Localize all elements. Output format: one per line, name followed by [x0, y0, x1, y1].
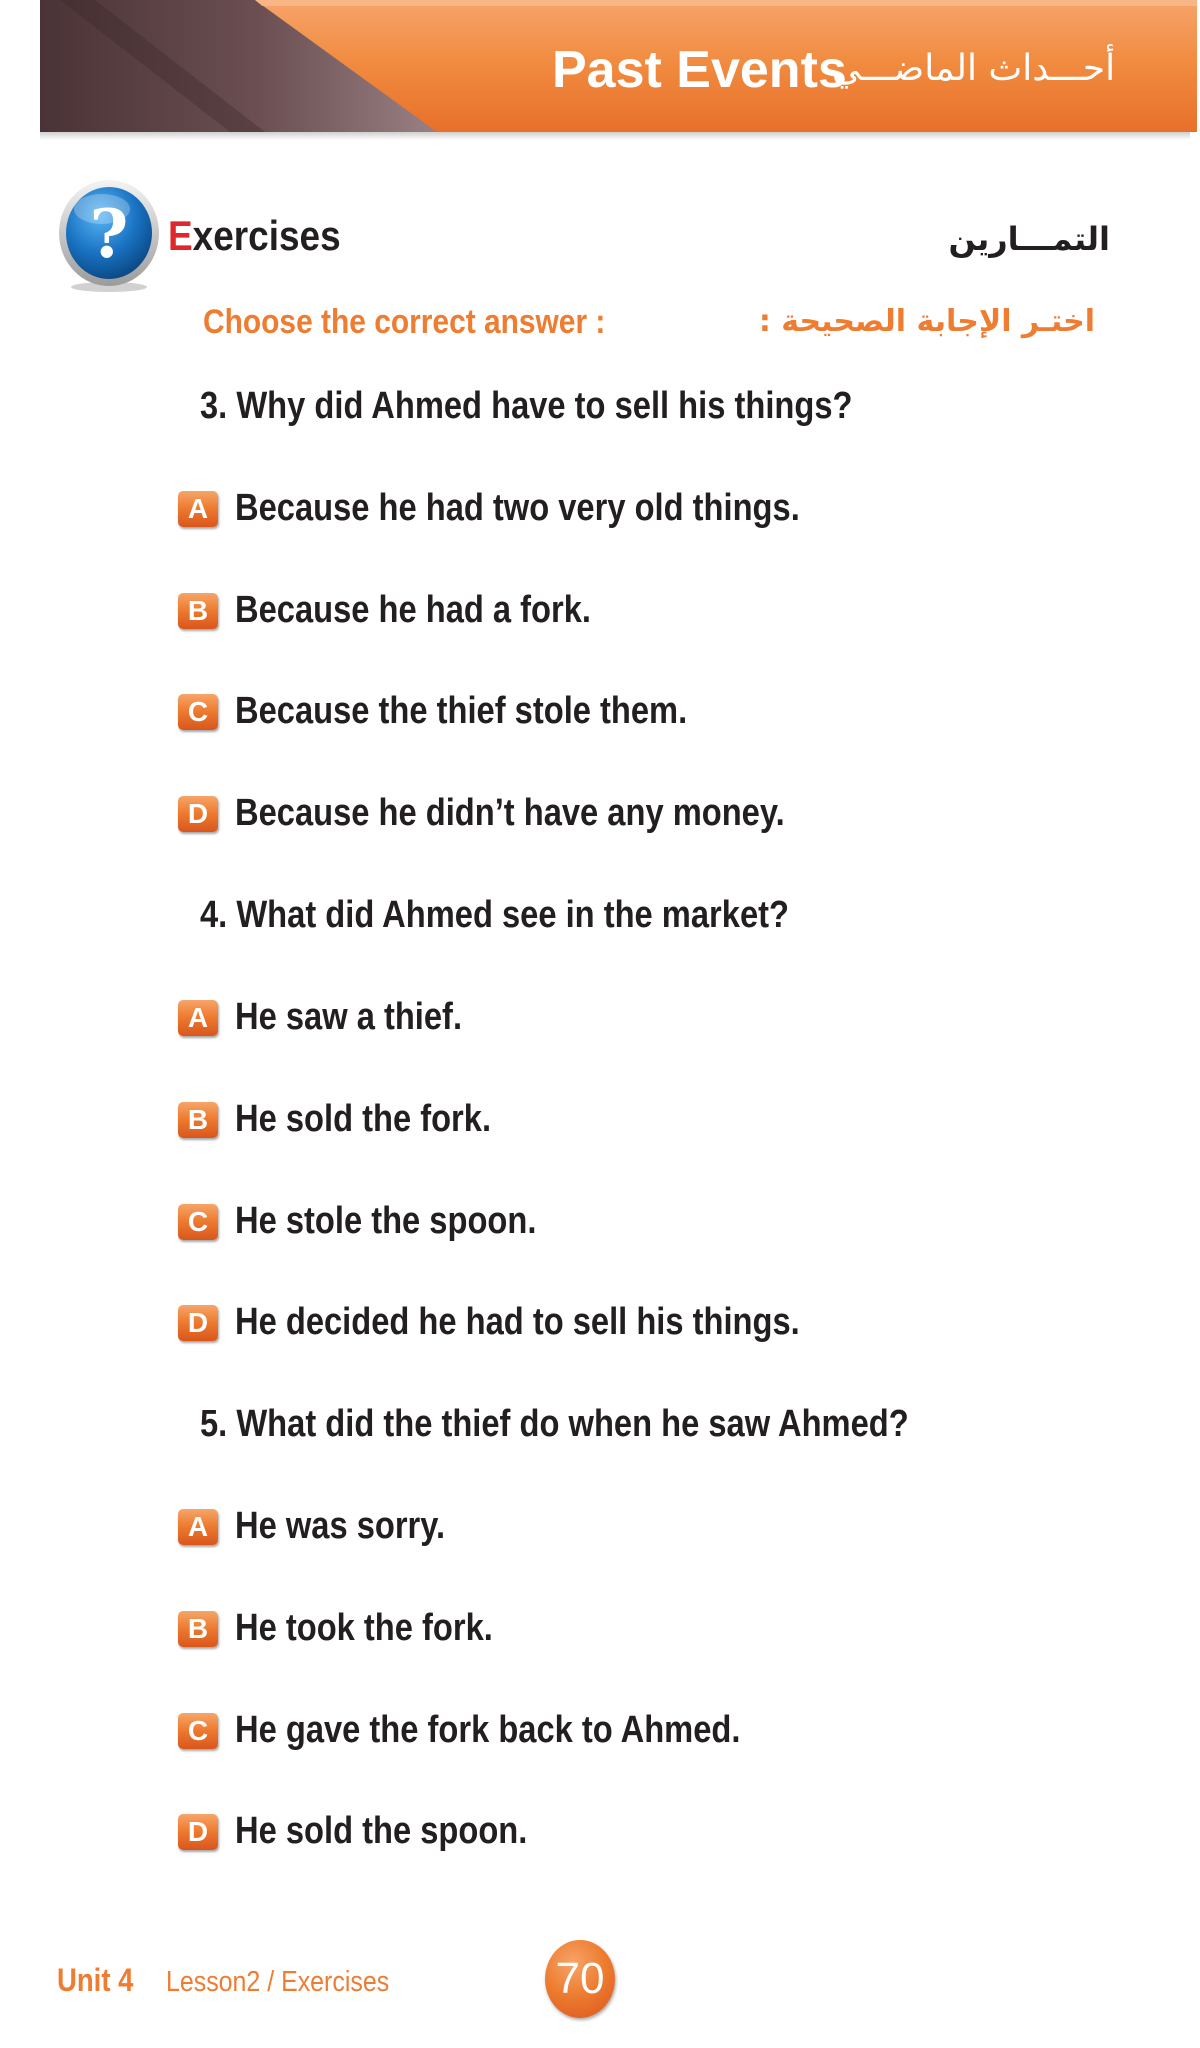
- option-text: He sold the spoon.: [235, 1810, 528, 1852]
- header-title-arabic: أحـــداث الماضـــي: [832, 48, 1116, 89]
- option-letter-badge: A: [178, 1000, 218, 1036]
- option-text: He sold the fork.: [235, 1098, 492, 1140]
- svg-text:?: ?: [89, 195, 129, 273]
- footer-lesson: Lesson2 / Exercises: [166, 1966, 390, 1998]
- option-letter-badge: C: [178, 1204, 218, 1240]
- option-letter-badge: B: [178, 593, 218, 629]
- question-mark-icon: [57, 177, 161, 293]
- question-4: 4. What did Ahmed see in the market?: [200, 894, 789, 936]
- option-letter-badge: B: [178, 1102, 218, 1138]
- exercises-title: [168, 212, 341, 260]
- option-letter-badge: A: [178, 491, 218, 527]
- option-text: He took the fork.: [235, 1607, 493, 1649]
- option-text: He saw a thief.: [235, 996, 463, 1038]
- option-letter-badge: C: [178, 694, 218, 730]
- page-header: [0, 0, 1200, 140]
- option-letter-badge: C: [178, 1713, 218, 1749]
- option-text: He decided he had to sell his things.: [235, 1301, 800, 1343]
- option-letter-badge: D: [178, 1814, 218, 1850]
- option-text: Because the thief stole them.: [235, 690, 688, 732]
- option-text: He was sorry.: [235, 1505, 446, 1547]
- option-text: Because he had two very old things.: [235, 487, 800, 529]
- exercises-title-rest: xercises: [192, 212, 341, 259]
- header-title: Past Events: [552, 41, 847, 99]
- option-text: Because he had a fork.: [235, 589, 591, 631]
- option-text: He gave the fork back to Ahmed.: [235, 1709, 741, 1751]
- page-number-badge: 70: [545, 1940, 615, 2018]
- exercises-title-initial: E: [168, 212, 193, 259]
- question-3: 3. Why did Ahmed have to sell his things?: [200, 385, 853, 427]
- footer-unit: Unit 4: [57, 1962, 134, 1998]
- option-text: Because he didn’t have any money.: [235, 792, 785, 834]
- option-letter-badge: B: [178, 1611, 218, 1647]
- instruction-arabic: اختـر الإجابة الصحيحة :: [758, 304, 1095, 339]
- option-letter-badge: D: [178, 1305, 218, 1341]
- option-letter-badge: D: [178, 796, 218, 832]
- instruction: Choose the correct answer :: [203, 303, 606, 341]
- option-text: He stole the spoon.: [235, 1200, 537, 1242]
- option-letter-badge: A: [178, 1509, 218, 1545]
- question-5: 5. What did the thief do when he saw Ahmed?: [200, 1403, 909, 1445]
- exercises-title-arabic: التمـــارين: [948, 220, 1110, 258]
